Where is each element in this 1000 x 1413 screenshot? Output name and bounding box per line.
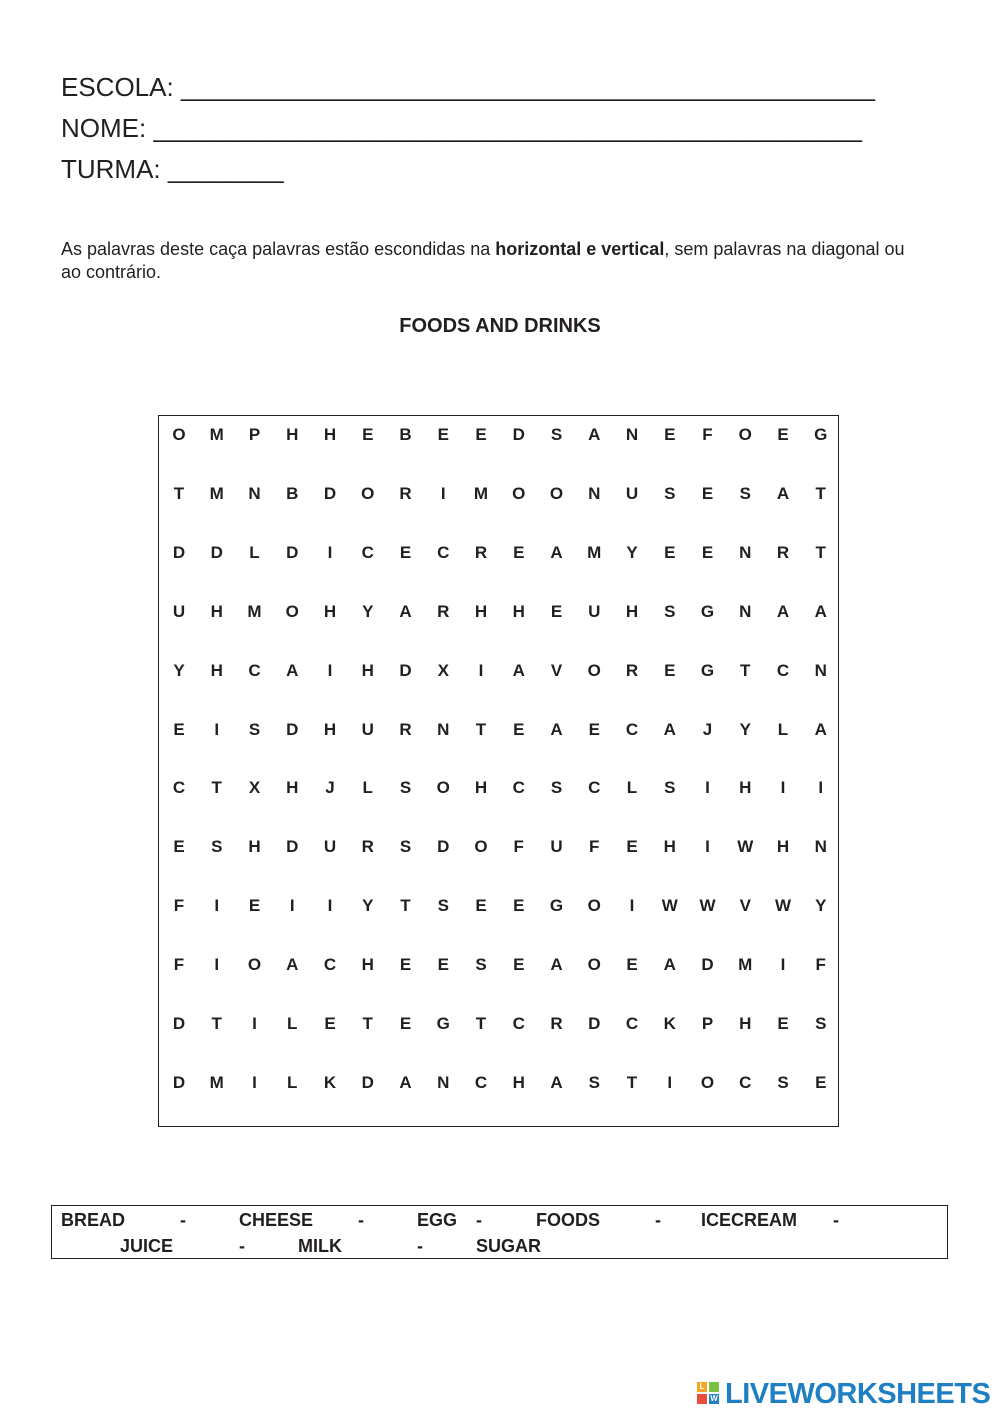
grid-letter: O	[247, 955, 262, 975]
grid-letter: I	[705, 837, 710, 857]
grid-letter: E	[399, 1014, 412, 1033]
grid-letter: O	[436, 778, 450, 798]
grid-letter: C	[512, 778, 525, 798]
word-foods: FOODS	[536, 1210, 601, 1230]
grid-letter: H	[286, 778, 299, 798]
instructions-bold: horizontal e vertical	[495, 239, 665, 259]
grid-letter: A	[399, 601, 412, 621]
grid-letter: E	[550, 601, 563, 621]
grid-letter: O	[738, 425, 752, 444]
grid-letter: D	[361, 1072, 374, 1092]
grid-letter: I	[705, 778, 710, 798]
grid-letter: N	[248, 483, 261, 503]
grid-letter: K	[663, 1014, 676, 1033]
grid-letter: M	[473, 483, 489, 503]
word-separator: -	[655, 1210, 661, 1230]
grid-letter: H	[663, 837, 676, 857]
grid-letter: N	[437, 719, 450, 739]
grid-letter: G	[549, 896, 564, 916]
grid-letter: E	[248, 896, 261, 916]
grid-letter: I	[440, 483, 446, 503]
grid-letter: G	[700, 601, 715, 621]
grid-letter: J	[325, 778, 335, 798]
logo-icon-block	[697, 1394, 707, 1404]
grid-letter: U	[172, 601, 186, 621]
grid-letter: C	[625, 719, 639, 739]
turma-field: TURMA: ________	[61, 154, 284, 184]
grid-letter: D	[286, 837, 299, 857]
grid-letter: T	[400, 896, 411, 916]
grid-letter: N	[625, 425, 639, 444]
grid-letter: R	[437, 601, 450, 621]
grid-letter: N	[739, 601, 752, 621]
grid-letter: H	[286, 425, 299, 444]
grid-letter: C	[172, 778, 186, 798]
word-sugar: SUGAR	[476, 1236, 542, 1256]
grid-letter: T	[173, 483, 185, 503]
grid-letter: H	[474, 601, 488, 621]
grid-letter: T	[815, 542, 826, 562]
grid-letter: A	[814, 719, 827, 739]
word-separator: -	[476, 1210, 482, 1230]
word-juice: JUICE	[120, 1236, 174, 1256]
grid-letter: E	[437, 955, 449, 975]
grid-row	[159, 541, 838, 565]
grid-letter: I	[478, 660, 484, 680]
grid-letter: Y	[173, 660, 185, 680]
grid-letter: S	[550, 425, 563, 444]
grid-letter: T	[211, 778, 222, 798]
word-cheese: CHEESE	[239, 1210, 314, 1230]
grid-letter: D	[286, 542, 299, 562]
grid-letter: U	[361, 719, 374, 739]
grid-letter: X	[437, 660, 449, 680]
grid-letter: Y	[739, 719, 751, 739]
grid-letter: O	[474, 837, 488, 857]
grid-letter: S	[664, 483, 676, 503]
grid-letter: W	[774, 896, 792, 916]
grid-letter: I	[818, 778, 824, 798]
grid-letter: H	[739, 778, 752, 798]
grid-letter: D	[437, 837, 450, 857]
grid-letter: R	[550, 1014, 563, 1033]
escola-field: ESCOLA: ________________________________________________	[61, 72, 876, 102]
grid-letter: O	[587, 955, 601, 975]
grid-letter: E	[513, 719, 525, 739]
grid-letter: P	[701, 1014, 714, 1033]
grid-letter: H	[248, 837, 261, 857]
grid-letter: H	[323, 601, 337, 621]
grid-letter: I	[629, 896, 635, 916]
grid-letter: D	[323, 483, 337, 503]
grid-letter: M	[247, 601, 262, 621]
grid-letter: M	[738, 955, 753, 975]
grid-letter: A	[776, 483, 790, 503]
grid-letter: H	[739, 1014, 752, 1033]
grid-letter: H	[323, 425, 337, 444]
grid-letter: T	[362, 1014, 373, 1033]
grid-letter: S	[777, 1072, 789, 1092]
grid-letter: A	[286, 955, 299, 975]
grid-letter: I	[214, 896, 220, 916]
grid-letter: A	[286, 660, 299, 680]
grid-letter: E	[362, 425, 374, 444]
grid-letter: B	[399, 425, 412, 444]
instructions	[61, 238, 921, 284]
word-bank	[51, 1205, 948, 1259]
grid-row	[159, 776, 838, 800]
grid-letter: I	[667, 1072, 673, 1092]
grid-letter: F	[589, 837, 600, 857]
grid-letter: I	[252, 1014, 257, 1033]
grid-letter: H	[512, 1072, 525, 1092]
grid-letter: E	[173, 837, 185, 857]
grid-row	[159, 423, 838, 447]
grid-letter: U	[550, 837, 563, 857]
grid-letter: I	[289, 896, 295, 916]
grid-letter: H	[512, 601, 525, 621]
grid-letter: C	[512, 1014, 525, 1033]
grid-letter: A	[550, 955, 563, 975]
grid-letter: F	[513, 837, 524, 857]
grid-letter: Y	[362, 601, 374, 621]
grid-letter: E	[513, 955, 525, 975]
grid-letter: A	[399, 1072, 412, 1092]
grid-letter: S	[664, 601, 676, 621]
word-icecream: ICECREAM	[701, 1210, 798, 1230]
grid-letter: E	[777, 1014, 789, 1033]
grid-letter: A	[588, 425, 601, 444]
grid-letter: S	[550, 778, 563, 798]
grid-letter: C	[474, 1072, 488, 1092]
grid-letter: E	[588, 719, 600, 739]
grid-letter: S	[399, 837, 412, 857]
grid-letter: R	[399, 719, 412, 739]
liveworksheets-icon	[697, 1382, 721, 1406]
grid-letter: Y	[626, 542, 638, 562]
grid-letter: A	[550, 1072, 563, 1092]
grid-letter: H	[474, 778, 488, 798]
grid-letter: S	[664, 778, 676, 798]
grid-letter: E	[664, 660, 676, 680]
grid-letter: I	[780, 778, 786, 798]
grid-letter: T	[626, 1072, 638, 1092]
grid-letter: E	[701, 542, 714, 562]
grid-letter: S	[399, 778, 412, 798]
grid-letter: H	[210, 601, 223, 621]
grid-letter: E	[475, 896, 487, 916]
grid-letter: N	[588, 483, 601, 503]
grid-letter: I	[214, 955, 220, 975]
word-egg: EGG	[417, 1210, 458, 1230]
grid-letter: O	[587, 896, 601, 916]
grid-letter: L	[249, 542, 260, 562]
word-search-grid	[158, 415, 839, 1127]
logo-text: LIVEWORKSHEETS	[725, 1377, 991, 1410]
grid-letter: S	[437, 896, 449, 916]
grid-letter: N	[814, 837, 827, 857]
grid-letter: J	[702, 719, 713, 739]
grid-letter: H	[625, 601, 639, 621]
grid-letter: I	[780, 955, 786, 975]
grid-letter: I	[214, 719, 220, 739]
grid-letter: C	[323, 955, 337, 975]
grid-letter: R	[361, 837, 374, 857]
grid-letter: T	[211, 1014, 222, 1033]
grid-letter: O	[700, 1072, 715, 1092]
grid-letter: U	[323, 837, 337, 857]
grid-row	[159, 1012, 838, 1036]
grid-letter: X	[248, 778, 261, 798]
word-separator: -	[180, 1210, 186, 1230]
grid-letter: M	[209, 483, 224, 503]
grid-letter: D	[172, 542, 186, 562]
grid-letter: E	[626, 837, 638, 857]
grid-letter: T	[815, 483, 826, 503]
grid-row	[159, 600, 838, 624]
grid-letter: M	[587, 542, 602, 562]
grid-letter: E	[777, 425, 789, 444]
grid-letter: C	[361, 542, 374, 562]
grid-letter: A	[814, 601, 827, 621]
grid-letter: G	[436, 1014, 450, 1033]
grid-letter: S	[211, 837, 223, 857]
grid-letter: I	[252, 1072, 257, 1092]
grid-letter: W	[699, 896, 716, 916]
grid-letter: T	[475, 719, 487, 739]
grid-row	[159, 482, 838, 506]
grid-letter: E	[701, 483, 714, 503]
grid-letter: O	[587, 660, 601, 680]
grid-row	[159, 835, 838, 859]
grid-row	[159, 718, 838, 742]
grid-letter: E	[513, 542, 525, 562]
grid-letter: R	[474, 542, 488, 562]
grid-letter: E	[437, 425, 449, 444]
grid-letter: E	[173, 719, 185, 739]
grid-letter: R	[399, 483, 412, 503]
grid-letter: O	[549, 483, 564, 503]
grid-letter: F	[173, 955, 185, 975]
logo-icon-block	[709, 1382, 719, 1392]
grid-letter: C	[625, 1014, 639, 1033]
grid-letter: A	[512, 660, 525, 680]
grid-letter: O	[512, 483, 526, 503]
grid-letter: L	[777, 719, 789, 739]
grid-letter: D	[701, 955, 714, 975]
grid-letter: V	[739, 896, 751, 916]
grid-letter: G	[700, 660, 715, 680]
grid-letter: O	[172, 425, 186, 444]
word-separator: -	[833, 1210, 839, 1230]
grid-letter: V	[550, 660, 563, 680]
grid-letter: H	[323, 719, 337, 739]
grid-letter: T	[475, 1014, 487, 1033]
grid-letter: T	[740, 660, 751, 680]
grid-row	[159, 1071, 838, 1095]
instructions-text-2: , sem palavras na diagonal ou ao contrário.	[61, 239, 905, 282]
grid-letter: D	[172, 1072, 186, 1092]
grid-letter: N	[739, 542, 752, 562]
grid-letter: F	[702, 425, 713, 444]
grid-letter: C	[739, 1072, 752, 1092]
grid-letter: D	[399, 660, 412, 680]
grid-letter: S	[815, 1014, 827, 1033]
grid-letter: G	[814, 425, 828, 444]
word-separator: -	[358, 1210, 364, 1230]
grid-letter: E	[664, 542, 676, 562]
grid-letter: I	[327, 660, 333, 680]
grid-letter: S	[588, 1072, 600, 1092]
grid-letter: P	[248, 425, 261, 444]
grid-letter: H	[361, 660, 374, 680]
grid-letter: A	[663, 719, 676, 739]
grid-letter: L	[287, 1014, 298, 1033]
grid-letter: W	[737, 837, 754, 857]
grid-letter: I	[327, 896, 333, 916]
grid-letter: S	[248, 719, 261, 739]
grid-letter: H	[776, 837, 790, 857]
grid-letter: E	[513, 896, 525, 916]
grid-letter: L	[287, 1072, 298, 1092]
grid-letter: E	[626, 955, 638, 975]
grid-letter: D	[172, 1014, 186, 1033]
grid-letter: N	[437, 1072, 450, 1092]
grid-row	[159, 659, 838, 683]
grid-letter: F	[173, 896, 185, 916]
grid-letter: W	[661, 896, 678, 916]
grid-letter: M	[209, 1072, 224, 1092]
grid-letter: E	[399, 955, 412, 975]
grid-letter: K	[323, 1072, 337, 1092]
logo-icon-letter: L	[697, 1382, 707, 1392]
grid-letter: O	[285, 601, 299, 621]
grid-letter: R	[625, 660, 639, 680]
grid-letter: E	[324, 1014, 336, 1033]
grid-row	[159, 953, 838, 977]
grid-letter: A	[663, 955, 676, 975]
grid-letter: C	[437, 542, 450, 562]
grid-letter: D	[588, 1014, 601, 1033]
grid-letter: C	[248, 660, 261, 680]
grid-letter: H	[210, 660, 223, 680]
grid-letter: S	[475, 955, 487, 975]
grid-letter: D	[210, 542, 223, 562]
puzzle-title: FOODS AND DRINKS	[399, 315, 601, 337]
grid-letter: E	[815, 1072, 827, 1092]
grid-letter: B	[286, 483, 299, 503]
grid-letter: Y	[362, 896, 374, 916]
word-bread: BREAD	[61, 1210, 126, 1230]
grid-letter: F	[815, 955, 826, 975]
grid-letter: D	[512, 425, 525, 444]
instructions-text-1: As palavras deste caça palavras estão escondidas na	[61, 239, 496, 259]
grid-letter: U	[588, 601, 601, 621]
grid-letter: A	[550, 542, 563, 562]
grid-letter: H	[361, 955, 374, 975]
grid-letter: E	[399, 542, 412, 562]
grid-letter: M	[209, 425, 224, 444]
grid-letter: E	[664, 425, 676, 444]
grid-letter: N	[814, 660, 827, 680]
grid-letter: L	[362, 778, 373, 798]
grid-letter: O	[361, 483, 375, 503]
grid-row	[159, 894, 838, 918]
grid-letter: U	[625, 483, 639, 503]
grid-letter: I	[327, 542, 333, 562]
grid-letter: R	[776, 542, 790, 562]
grid-letter: A	[550, 719, 563, 739]
grid-letter: L	[626, 778, 638, 798]
grid-letter: Y	[815, 896, 827, 916]
liveworksheets-logo	[697, 1378, 990, 1410]
word-separator: -	[417, 1236, 423, 1256]
logo-icon-letter: W	[710, 1394, 718, 1403]
grid-letter: C	[776, 660, 790, 680]
nome-field: NOME: _________________________________________________	[61, 113, 862, 143]
grid-letter: S	[739, 483, 751, 503]
word-milk: MILK	[298, 1236, 342, 1256]
grid-letter: A	[776, 601, 790, 621]
word-separator: -	[239, 1236, 245, 1256]
grid-letter: E	[475, 425, 487, 444]
grid-letter: C	[588, 778, 601, 798]
grid-letter: D	[286, 719, 299, 739]
